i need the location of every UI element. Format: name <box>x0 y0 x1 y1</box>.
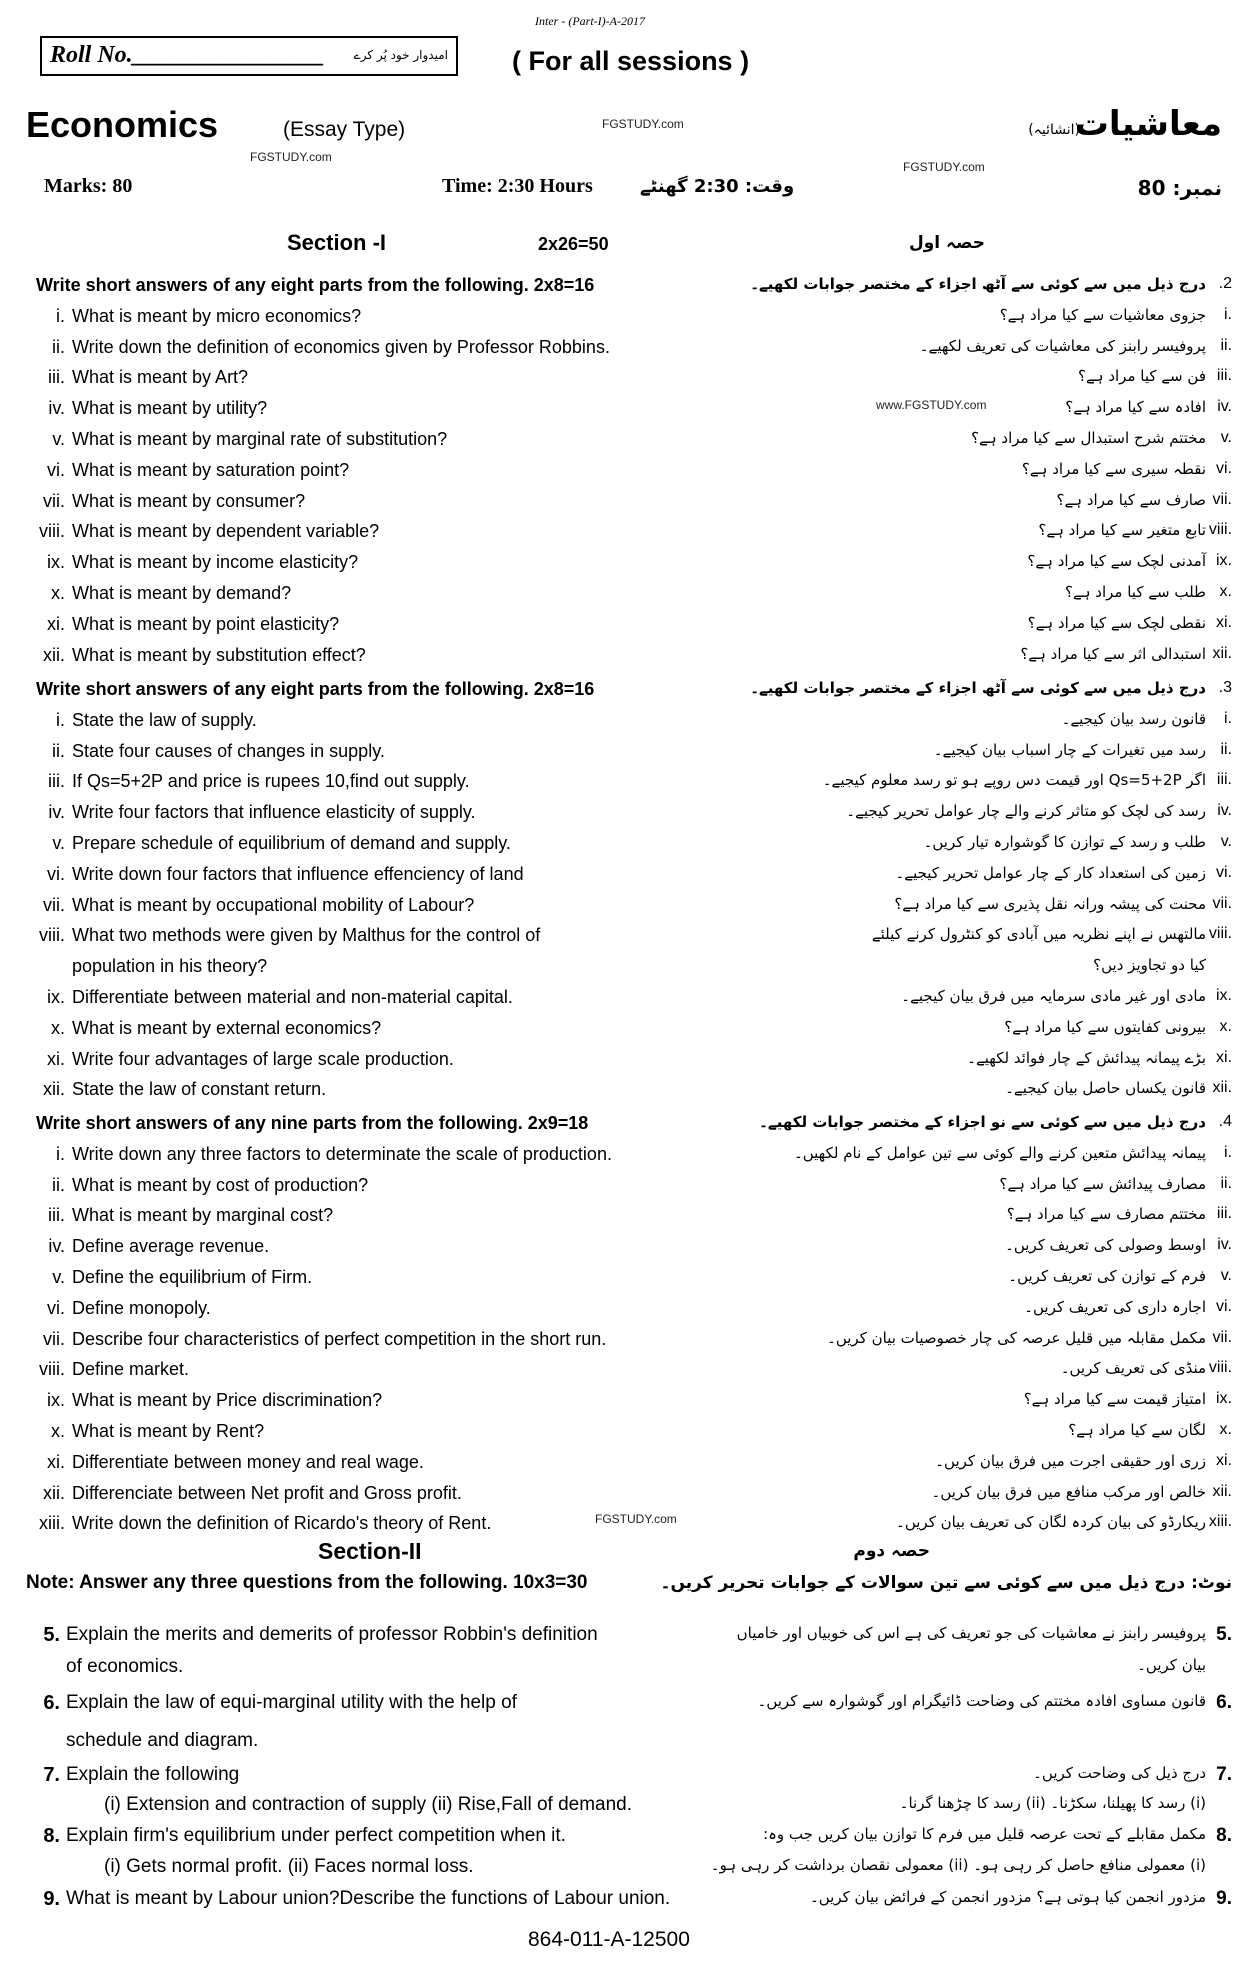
question-row <box>0 1232 1250 1263</box>
question-row <box>0 737 1250 768</box>
question-text: What is meant by cost of production? <box>72 1174 369 1195</box>
question-text: What is meant by point elasticity? <box>72 613 340 634</box>
question-row <box>0 548 1250 579</box>
question-text-urdu: افادہ سے کیا مراد ہے؟ <box>1065 398 1206 417</box>
question-number: xii. <box>43 644 65 665</box>
question-row <box>0 302 1250 333</box>
question-number-urdu: iv. <box>1217 398 1232 416</box>
question-row <box>0 891 1250 922</box>
question-number-urdu: x. <box>1219 1017 1232 1035</box>
question-number: xiii. <box>39 1513 65 1534</box>
question-number-urdu: 5. <box>1216 1624 1232 1645</box>
question-row <box>0 983 1250 1014</box>
question-text-urdu: رسد میں تغیرات کے چار اسباب بیان کیجیے۔ <box>933 740 1206 759</box>
question-text-urdu: نقطی لچک سے کیا مراد ہے؟ <box>1027 613 1206 632</box>
question-text: Define average revenue. <box>72 1236 270 1257</box>
question-text: What is meant by utility? <box>72 398 268 419</box>
question-text: Explain firm's equilibrium under perfect competition when it. <box>66 1825 566 1846</box>
sessions-label: ( For all sessions ) <box>512 46 750 76</box>
question-number-urdu: xi. <box>1216 613 1232 631</box>
question-row <box>0 1325 1250 1356</box>
question-number-urdu: 7. <box>1216 1764 1232 1785</box>
question-row <box>0 1263 1250 1294</box>
question-row <box>0 1509 1250 1540</box>
question-number-urdu: iv. <box>1217 1236 1232 1254</box>
question-text-urdu: بیرونی کفایتوں سے کیا مراد ہے؟ <box>1004 1017 1206 1036</box>
time-label: Time: 2:30 Hours <box>442 175 593 197</box>
question-number-urdu: x. <box>1219 583 1232 600</box>
question-number-urdu: xiii. <box>1208 1513 1232 1531</box>
question-number: viii. <box>39 925 65 946</box>
question-row <box>0 1109 1250 1140</box>
question-text: Define the equilibrium of Firm. <box>72 1267 313 1287</box>
question-text: What is meant by income elasticity? <box>72 552 359 573</box>
question-text-urdu: مصارف پیدائش سے کیا مراد ہے؟ <box>999 1174 1206 1193</box>
question-text-urdu: زری اور حقیقی اجرت میں فرق بیان کریں۔ <box>935 1451 1206 1470</box>
question-text: What is meant by Labour union?Describe the functions of Labour union. <box>66 1888 671 1909</box>
roll-number-box[interactable] <box>40 36 458 76</box>
question-text-urdu: امتیاز قیمت سے کیا مراد ہے؟ <box>1023 1390 1206 1409</box>
question-number: ix. <box>47 552 65 573</box>
question-number: xii. <box>43 1482 65 1503</box>
question-text-urdu: درج ذیل میں سے کوئی سے نو اجزاء کے مختصر جوابات لکھیے۔ <box>759 1113 1206 1131</box>
question-number: iv. <box>48 1236 65 1257</box>
question-row <box>0 1075 1250 1106</box>
section-1-marks: 2x26=50 <box>538 234 609 254</box>
question-number: viii. <box>39 521 65 542</box>
question-text-urdu: طلب سے کیا مراد ہے؟ <box>1065 583 1206 601</box>
question-text-urdu: مختتم مصارف سے کیا مراد ہے؟ <box>1006 1205 1206 1224</box>
time-label-urdu: وقت: 2:30 گھنٹے <box>640 176 795 197</box>
question-number-urdu: iv. <box>1217 802 1232 820</box>
question-text: What two methods were given by Malthus for the control of <box>72 925 541 946</box>
question-row <box>0 271 1250 302</box>
question-number-urdu: ii. <box>1220 336 1232 354</box>
question-number: 8. <box>43 1825 60 1847</box>
question-number: v. <box>52 429 65 449</box>
question-number: vi. <box>47 863 65 884</box>
question-text: State the law of constant return. <box>72 1079 327 1100</box>
question-row <box>0 394 1250 425</box>
question-text: What is meant by dependent variable? <box>72 521 380 542</box>
question-row <box>0 829 1250 860</box>
question-text-urdu: اگر Qs=5+2P اور قیمت دس روپے ہو تو رسد معلوم کیجیے۔ <box>822 771 1206 790</box>
question-text-urdu: (i) رسد کا پھیلنا، سکڑنا۔ (ii) رسد کا چڑھنا گرنا۔ <box>899 1794 1206 1812</box>
question-text-urdu: منڈی کی تعریف کریں۔ <box>1060 1359 1206 1378</box>
question-row <box>0 921 1250 952</box>
question-text: Prepare schedule of equilibrium of demand and supply. <box>72 833 511 853</box>
question-number: ii. <box>52 1174 65 1195</box>
question-text-urdu: درج ذیل میں سے کوئی سے آٹھ اجزاء کے مختصر جوابات لکھیے۔ <box>750 275 1206 293</box>
question-text: What is meant by saturation point? <box>72 459 350 480</box>
question-number-urdu: vii. <box>1212 894 1232 912</box>
question-text-urdu: بڑے پیمانہ پیدائش کے چار فوائد لکھیے۔ <box>967 1048 1206 1067</box>
question-row <box>0 1760 1250 1791</box>
question-text-urdu: مختتم شرح استبدال سے کیا مراد ہے؟ <box>971 429 1206 447</box>
roll-no-urdu: امیدوار خود پُر کرے <box>353 48 448 62</box>
question-row <box>0 1688 1250 1719</box>
question-row <box>0 767 1250 798</box>
question-number-urdu: xii. <box>1212 644 1232 662</box>
question-text: What is meant by Price discrimination? <box>72 1390 383 1411</box>
roll-no-label: Roll No.________________ <box>50 42 325 68</box>
question-text: population in his theory? <box>72 956 268 977</box>
question-row <box>0 1790 1250 1821</box>
question-text-urdu: قانون رسد بیان کیجیے۔ <box>1061 709 1206 728</box>
question-text-urdu: صارف سے کیا مراد ہے؟ <box>1056 490 1206 509</box>
section-1-title: Section -I <box>287 230 387 255</box>
question-text-urdu: تابع متغیر سے کیا مراد ہے؟ <box>1038 521 1206 540</box>
question-number: v. <box>52 833 65 853</box>
subject-title: Economics <box>26 104 219 145</box>
question-text-urdu: درج ذیل میں سے کوئی سے آٹھ اجزاء کے مختصر جوابات لکھیے۔ <box>750 679 1206 697</box>
question-text: Write short answers of any eight parts from the following. 2x8=16 <box>36 679 595 699</box>
question-number-urdu: ii. <box>1220 1174 1232 1192</box>
question-text-urdu: مادی اور غیر مادی سرمایہ میں فرق بیان کیجیے۔ <box>901 987 1206 1005</box>
question-number-urdu: v. <box>1220 1267 1232 1284</box>
question-number-urdu: vii. <box>1212 490 1232 508</box>
question-number-urdu: vi. <box>1216 1297 1232 1315</box>
question-number: viii. <box>39 1359 65 1380</box>
question-number: vi. <box>47 1297 65 1318</box>
question-number: ix. <box>47 987 65 1007</box>
paper-type-urdu: (انشائیہ) <box>1028 122 1080 138</box>
question-number-urdu: iii. <box>1216 1205 1232 1223</box>
question-text: Explain the merits and demerits of professor Robbin's definition <box>66 1624 598 1645</box>
question-number-urdu: .4 <box>1218 1113 1232 1130</box>
paper-type: (Essay Type) <box>283 118 406 141</box>
question-number-urdu: viii. <box>1208 925 1232 943</box>
question-text-urdu: مکمل مقابلے کے تحت عرصہ قلیل میں فرم کا توازن بیان کریں جب وہ: <box>763 1825 1206 1843</box>
watermark: FGSTUDY.com <box>250 150 332 164</box>
question-text-urdu: درج ذیل کی وضاحت کریں۔ <box>1033 1764 1206 1782</box>
question-text-urdu: فن سے کیا مراد ہے؟ <box>1078 367 1206 386</box>
question-text-urdu: محنت کی پیشہ ورانہ نقل پذیری سے کیا مراد ہے؟ <box>894 894 1206 913</box>
question-text: If Qs=5+2P and price is rupees 10,find out supply. <box>72 771 470 792</box>
question-row <box>0 1171 1250 1202</box>
question-text-urdu: قانون مساوی افادہ مختتم کی وضاحت ڈائیگرام اور گوشوارہ سے کریں۔ <box>757 1692 1206 1710</box>
question-number: iv. <box>48 802 65 823</box>
question-number: xi. <box>47 1451 65 1472</box>
question-number-urdu: xii. <box>1212 1482 1232 1500</box>
question-row <box>0 1821 1250 1852</box>
question-text-urdu: مزدور انجمن کیا ہوتی ہے؟ مزدور انجمن کے فرائض بیان کریں۔ <box>809 1888 1206 1906</box>
question-row <box>0 952 1250 983</box>
question-text-urdu: کیا دو تجاویز دیں؟ <box>1093 956 1206 975</box>
question-row <box>0 333 1250 364</box>
question-row <box>0 517 1250 548</box>
question-text: Define market. <box>72 1359 190 1380</box>
question-text: (i) Gets normal profit. (ii) Faces normal loss. <box>104 1856 474 1877</box>
question-text-urdu: مالتھس نے اپنے نظریہ میں آبادی کو کنٹرول کرنے کیلئے <box>871 925 1206 944</box>
question-row <box>0 1620 1250 1651</box>
question-row <box>0 1355 1250 1386</box>
marks-label-urdu: نمبر: 80 <box>1137 176 1222 200</box>
question-number-urdu: vi. <box>1216 863 1232 881</box>
question-row <box>0 425 1250 456</box>
question-row <box>0 1417 1250 1448</box>
question-number-urdu: 8. <box>1216 1825 1232 1846</box>
question-text: What is meant by substitution effect? <box>72 644 366 665</box>
question-text: Write down the definition of economics given by Professor Robbins. <box>72 336 610 357</box>
question-text: Write down the definition of Ricardo's theory of Rent. <box>72 1513 492 1534</box>
question-number-urdu: 9. <box>1216 1888 1232 1909</box>
question-number-urdu: xi. <box>1216 1048 1232 1066</box>
section-2-title-urdu: حصہ دوم <box>853 1541 930 1561</box>
question-number: ii. <box>52 740 65 761</box>
question-text: (i) Extension and contraction of supply (ii) Rise,Fall of demand. <box>104 1794 633 1815</box>
question-row <box>0 641 1250 672</box>
watermark: FGSTUDY.com <box>602 117 684 131</box>
question-text: Write down any three factors to determinate the scale of production. <box>72 1143 612 1164</box>
question-row <box>0 363 1250 394</box>
question-text: schedule and diagram. <box>66 1730 259 1751</box>
question-text-urdu: بیان کریں۔ <box>1137 1656 1206 1674</box>
question-number-urdu: iii. <box>1216 367 1232 385</box>
question-row <box>0 1294 1250 1325</box>
question-text-urdu: آمدنی لچک سے کیا مراد ہے؟ <box>1027 552 1206 571</box>
question-text: What is meant by micro economics? <box>72 305 362 326</box>
question-number: vii. <box>43 1328 65 1349</box>
question-number-urdu: i. <box>1224 1143 1232 1161</box>
question-number-urdu: vii. <box>1212 1328 1232 1346</box>
question-number-urdu: viii. <box>1208 521 1232 539</box>
question-number: x. <box>50 1421 65 1441</box>
question-text: Differentiate between material and non-material capital. <box>72 987 513 1007</box>
question-text-urdu: زمین کی استعداد کار کے چار عوامل تحریر کیجیے۔ <box>895 863 1206 882</box>
question-row <box>0 1726 1250 1757</box>
question-text: State the law of supply. <box>72 709 257 730</box>
question-text: Write four advantages of large scale production. <box>72 1048 454 1069</box>
question-text-urdu: پیمانہ پیدائش متعین کرنے والے کوئی سے تین عوامل کے نام لکھیں۔ <box>793 1143 1206 1162</box>
section-2-note: Note: Answer any three questions from the following. 10x3=30 <box>26 1572 588 1593</box>
question-number-urdu: i. <box>1224 305 1232 323</box>
question-row <box>0 706 1250 737</box>
question-number: iii. <box>48 367 65 388</box>
question-number: vi. <box>47 459 65 480</box>
question-number: ii. <box>52 336 65 357</box>
question-number-urdu: xii. <box>1212 1079 1232 1097</box>
question-number: x. <box>50 1017 65 1038</box>
question-row <box>0 860 1250 891</box>
question-number-urdu: x. <box>1219 1421 1232 1438</box>
question-number-urdu: ix. <box>1216 1390 1232 1408</box>
question-number-urdu: xi. <box>1216 1451 1232 1469</box>
question-number: xi. <box>47 613 65 634</box>
question-number: xi. <box>47 1048 65 1069</box>
watermark: FGSTUDY.com <box>903 160 985 174</box>
question-number: i. <box>56 1143 65 1164</box>
question-text-urdu: پروفیسر رابنز کی معاشیات کی تعریف لکھیے۔ <box>919 336 1206 355</box>
question-number: 9. <box>43 1888 60 1910</box>
question-text-urdu: طلب و رسد کے توازن کا گوشوارہ تیار کریں۔ <box>923 833 1206 851</box>
question-number-urdu: viii. <box>1208 1359 1232 1377</box>
question-number: vii. <box>43 490 65 511</box>
question-text: of economics. <box>66 1656 184 1677</box>
question-number-urdu: .2 <box>1218 275 1232 292</box>
question-text: What is meant by marginal cost? <box>72 1205 334 1226</box>
watermark: FGSTUDY.com <box>595 1512 677 1526</box>
question-text: Write short answers of any nine parts from the following. 2x9=18 <box>36 1113 589 1133</box>
question-row <box>0 1852 1250 1883</box>
question-row <box>0 798 1250 829</box>
question-text-urdu: استبدالی اثر سے کیا مراد ہے؟ <box>1020 644 1206 663</box>
question-row <box>0 1448 1250 1479</box>
question-text: Write short answers of any eight parts from the following. 2x8=16 <box>36 275 595 295</box>
question-row <box>0 1045 1250 1076</box>
question-text-urdu: فرم کے توازن کی تعریف کریں۔ <box>1008 1267 1206 1285</box>
question-text: What is meant by occupational mobility of Labour? <box>72 894 475 915</box>
question-number: 6. <box>43 1692 60 1714</box>
question-text-urdu: جزوی معاشیات سے کیا مراد ہے؟ <box>999 305 1206 324</box>
marks-label: Marks: 80 <box>44 175 133 197</box>
question-row <box>0 1014 1250 1045</box>
question-text-urdu: اجارہ داری کی تعریف کریں۔ <box>1024 1297 1206 1316</box>
question-text-urdu: مکمل مقابلہ میں قلیل عرصہ کی چار خصوصیات بیان کریں۔ <box>827 1328 1206 1347</box>
question-number: iii. <box>48 1205 65 1226</box>
question-text: What is meant by demand? <box>72 583 292 603</box>
section-2-note-urdu: نوٹ: درج ذیل میں سے کوئی سے تین سوالات کے جوابات تحریر کریں۔ <box>660 1573 1232 1593</box>
question-row <box>0 1479 1250 1510</box>
question-text-urdu: پروفیسر رابنز نے معاشیات کی جو تعریف کی ہے اس کی خوبیاں اور خامیاں <box>736 1624 1206 1642</box>
question-text: Write four factors that influence elasticity of supply. <box>72 802 476 823</box>
question-text-urdu: لگان سے کیا مراد ہے؟ <box>1068 1421 1206 1439</box>
question-number-urdu: v. <box>1220 429 1232 446</box>
section-2-title: Section-II <box>318 1538 422 1564</box>
question-text-urdu: قانون یکساں حاصل بیان کیجیے۔ <box>1005 1079 1206 1098</box>
question-number: ix. <box>47 1390 65 1411</box>
question-row <box>0 487 1250 518</box>
question-row <box>0 1652 1250 1683</box>
question-text: Differentiate between money and real wage. <box>72 1451 424 1472</box>
question-number-urdu: iii. <box>1216 771 1232 789</box>
question-number-urdu: vi. <box>1216 459 1232 477</box>
question-text: Define monopoly. <box>72 1297 211 1318</box>
question-text-urdu: (i) معمولی منافع حاصل کر رہی ہو۔ (ii) معمولی نقصان برداشت کر رہی ہو۔ <box>710 1856 1206 1874</box>
question-number: i. <box>56 305 65 326</box>
question-row <box>0 579 1250 610</box>
section-1-title-urdu: حصہ اول <box>908 233 985 253</box>
question-row <box>0 1884 1250 1915</box>
question-text-urdu: رسد کی لچک کو متاثر کرنے والے چار عوامل تحریر کیجیے۔ <box>846 802 1206 821</box>
question-row <box>0 1386 1250 1417</box>
question-text: Explain the law of equi-marginal utility with the help of <box>66 1692 517 1713</box>
question-text: Write down four factors that influence effenciency of land <box>72 863 524 884</box>
question-row <box>0 675 1250 706</box>
question-number: vii. <box>43 894 65 915</box>
question-number-urdu: ii. <box>1220 740 1232 758</box>
question-number: x. <box>50 583 65 603</box>
question-text: Describe four characteristics of perfect competition in the short run. <box>72 1328 607 1349</box>
question-number: 5. <box>43 1624 60 1646</box>
question-number: v. <box>52 1267 65 1287</box>
question-text-urdu: خالص اور مرکب منافع میں فرق بیان کریں۔ <box>931 1482 1206 1501</box>
question-number-urdu: ix. <box>1216 987 1232 1004</box>
question-number-urdu: v. <box>1220 833 1232 850</box>
exam-code: Inter - (Part-I)-A-2017 <box>535 14 645 28</box>
question-text: What is meant by Art? <box>72 367 249 388</box>
question-number-urdu: i. <box>1224 709 1232 727</box>
question-text: Differenciate between Net profit and Gross profit. <box>72 1482 462 1503</box>
question-number: i. <box>56 709 65 730</box>
question-number-urdu: .3 <box>1218 679 1232 696</box>
question-number: iv. <box>48 398 65 419</box>
question-number: 7. <box>43 1764 60 1786</box>
question-text: What is meant by consumer? <box>72 490 306 511</box>
question-number-urdu: 6. <box>1216 1692 1232 1713</box>
question-text: State four causes of changes in supply. <box>72 740 385 761</box>
question-number: xii. <box>43 1079 65 1100</box>
question-number-urdu: ix. <box>1216 552 1232 570</box>
question-row <box>0 456 1250 487</box>
question-text: What is meant by marginal rate of substitution? <box>72 429 448 449</box>
watermark: www.FGSTUDY.com <box>876 398 987 412</box>
question-row <box>0 1140 1250 1171</box>
question-text-urdu: نقطہ سیری سے کیا مراد ہے؟ <box>1021 459 1206 478</box>
question-text: Explain the following <box>66 1764 240 1785</box>
paper-code: 864-011-A-12500 <box>528 1928 690 1951</box>
question-text: What is meant by external economics? <box>72 1017 382 1038</box>
question-text: What is meant by Rent? <box>72 1421 265 1441</box>
question-number: iii. <box>48 771 65 792</box>
question-row <box>0 1201 1250 1232</box>
question-row <box>0 610 1250 641</box>
question-text-urdu: اوسط وصولی کی تعریف کریں۔ <box>1005 1236 1206 1255</box>
question-text-urdu: ریکارڈو کی بیان کردہ لگان کی تعریف بیان کریں۔ <box>896 1513 1206 1532</box>
subject-title-urdu: معاشیات <box>1074 104 1222 144</box>
